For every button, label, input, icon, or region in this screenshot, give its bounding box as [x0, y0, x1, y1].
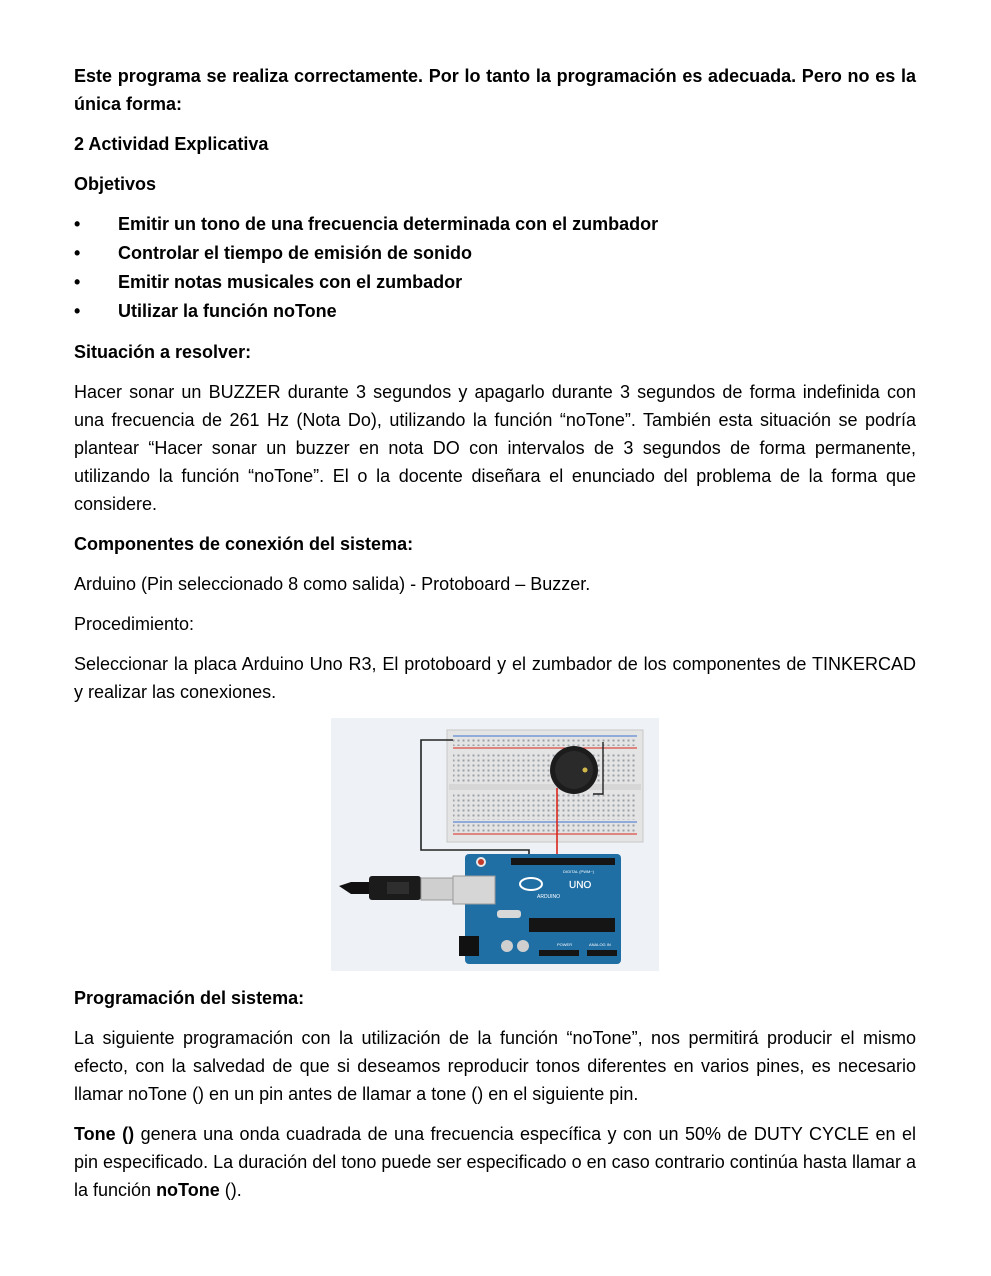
breadboard: [447, 730, 643, 842]
list-item: • Emitir un tono de una frecuencia determinada con el zumbador: [74, 210, 916, 239]
componentes-heading: Componentes de conexión del sistema:: [74, 534, 414, 554]
procedimiento-paragraph: Seleccionar la placa Arduino Uno R3, El protoboard y el zumbador de los componentes de TINKERCAD y realizar las conexiones.: [74, 654, 916, 702]
situacion-heading: Situación a resolver:: [74, 342, 252, 362]
componentes-paragraph: Arduino (Pin seleccionado 8 como salida) - Protoboard – Buzzer.: [74, 574, 591, 594]
buzzer-icon: [550, 746, 598, 794]
circuit-figure: [331, 718, 659, 971]
section-title: 2 Actividad Explicativa: [74, 134, 269, 154]
circuit-diagram: [331, 718, 659, 971]
programacion-paragraph: La siguiente programación con la utilización de la función “noTone”, nos permitirá producir el mismo efecto, con la salvedad de que si deseamos reproducir tonos diferentes en varios pines, es necesario llamar noTone () en un pin antes de llamar a tone () en el siguiente pin.: [74, 1028, 916, 1104]
list-item: • Emitir notas musicales con el zumbador: [74, 268, 916, 297]
programacion-heading: Programación del sistema:: [74, 988, 305, 1008]
tone-term: Tone (): [74, 1124, 135, 1144]
bullet-icon: •: [74, 243, 81, 263]
upper-content: [74, 62, 916, 706]
analog-label: ANALOG IN: [589, 942, 611, 947]
situacion-paragraph: Hacer sonar un BUZZER durante 3 segundos y apagarlo durante 3 segundos de forma indefinida con una frecuencia de 261 Hz (Nota Do), utilizando la función “noTone”. También esta situación se podría plantear “Hacer sonar un buzzer en nota DO con intervalos de 3 segundos de forma permanente, utilizando la función “noTone”. El o la docente diseñara el enunciado del problema de la forma que considere.: [74, 382, 916, 514]
list-item: • Utilizar la función noTone: [74, 297, 916, 326]
lower-content: [74, 984, 916, 1204]
power-label: POWER: [557, 942, 573, 947]
notone-term: noTone: [156, 1180, 220, 1200]
board-brand-label: ARDUINO: [537, 894, 561, 900]
tone-paragraph: Tone () genera una onda cuadrada de una frecuencia específica y con un 50% de DUTY CYCLE en el pin especificado. La duración del tono puede ser especificado o en caso contrario continúa hasta llamar a la función noTone ().: [74, 1124, 916, 1200]
objetivos-heading: Objetivos: [74, 174, 157, 194]
bullet-icon: •: [74, 272, 81, 292]
list-item: • Controlar el tiempo de emisión de sonido: [74, 239, 916, 268]
procedimiento-heading: Procedimiento:: [74, 614, 195, 634]
board-model-label: UNO: [569, 880, 592, 891]
usb-cable: [339, 876, 457, 900]
intro-paragraph: Este programa se realiza correctamente. Por lo tanto la programación es adecuada. Pero no es la única forma:: [74, 66, 916, 114]
bullet-icon: •: [74, 214, 81, 234]
digital-label: DIGITAL (PWM~): [563, 869, 594, 874]
objetivos-list: [74, 210, 916, 326]
arduino-board: [453, 854, 621, 964]
bullet-icon: •: [74, 301, 81, 321]
